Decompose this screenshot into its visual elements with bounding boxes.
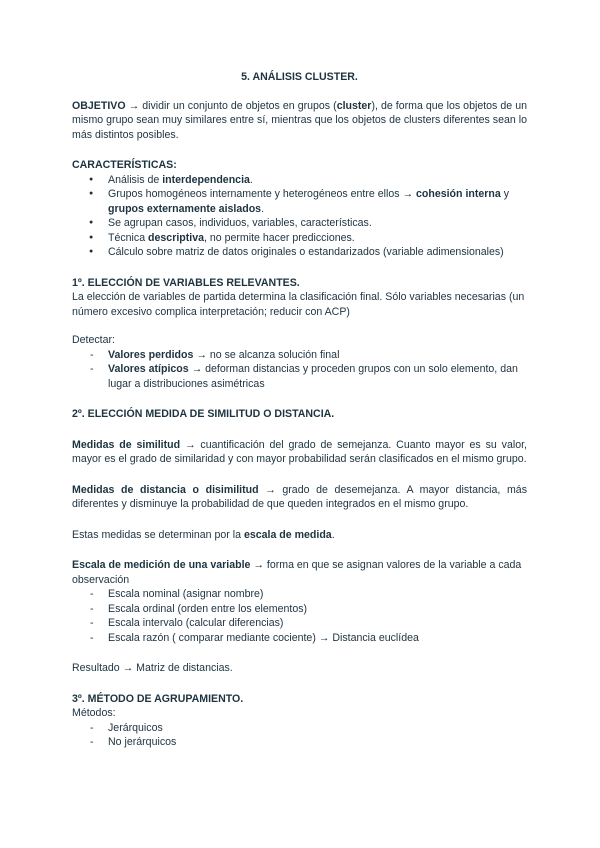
detectar-list — [72, 348, 527, 392]
section-2-heading: 2º. ELECCIÓN MEDIDA DE SIMILITUD O DISTANCIA. — [72, 408, 335, 420]
list-item: - Escala ordinal (orden entre los elementos) — [72, 602, 527, 617]
section-1-paragraph: La elección de variables de partida determina la clasificación final. Sólo variables necesarias (un número excesivo complica interpretación; reducir con ACP) — [72, 291, 525, 318]
list-item: - Valores perdidos → no se alcanza solución final — [72, 348, 527, 363]
list-item: ● Análisis de interdependencia. — [72, 173, 527, 188]
similitud-paragraph: Medidas de similitud → cuantificación del grado de semejanza. Cuanto mayor es su valor, mayor es el grado de similaridad y con mayor probabilidad serán clasificados en el mismo grupo. — [72, 438, 527, 465]
list-item: ● Grupos homogéneos internamente y heterogéneos entre ellos → cohesión interna y grupos externamente aislados. — [72, 187, 527, 216]
list-item: - Escala nominal (asignar nombre) — [72, 587, 527, 602]
list-item: - Valores atípicos → deforman distancias y proceden grupos con un solo elemento, dan lugar a distribuciones asimétricas — [72, 362, 527, 391]
list-item: - Jerárquicos — [72, 721, 527, 736]
detectar-label: Detectar: — [72, 334, 115, 346]
document-page — [72, 70, 527, 750]
list-item: ● Cálculo sobre matriz de datos originales o estandarizados (variable adimensionales) — [72, 245, 527, 260]
objetivo-label: OBJETIVO — [72, 99, 126, 112]
escala-medida-paragraph: Estas medidas se determinan por la escala de medida. — [72, 528, 335, 541]
escala-medicion-paragraph: Escala de medición de una variable → forma en que se asignan valores de la variable a cada observación — [72, 559, 522, 586]
list-item: - Escala intervalo (calcular diferencias) — [72, 616, 527, 631]
objetivo-paragraph: OBJETIVO → dividir un conjunto de objetos en grupos (cluster), de forma que los objetos de un mismo grupo sean muy similares entre sí, mientras que los objetos de clusters diferentes sean lo más distintos posibles. — [72, 99, 527, 141]
list-item: ● Técnica descriptiva, no permite hacer predicciones. — [72, 231, 527, 246]
document-title: 5. ANÁLISIS CLUSTER. — [241, 71, 358, 83]
list-item: ● Se agrupan casos, individuos, variables, características. — [72, 216, 527, 231]
section-1-heading: 1º. ELECCIÓN DE VARIABLES RELEVANTES. — [72, 276, 300, 289]
metodos-list — [72, 721, 527, 750]
caracteristicas-heading: CARACTERÍSTICAS: — [72, 159, 177, 171]
resultado-paragraph: Resultado → Matriz de distancias. — [72, 662, 233, 674]
list-item: - No jerárquicos — [72, 735, 527, 750]
list-item: - Escala razón ( comparar mediante cociente) → Distancia euclídea — [72, 631, 527, 646]
caracteristicas-list — [72, 173, 527, 260]
escalas-list — [72, 587, 527, 645]
section-3-heading: 3º. MÉTODO DE AGRUPAMIENTO. — [72, 692, 244, 705]
distancia-paragraph: Medidas de distancia o disimilitud → grado de desemejanza. A mayor distancia, más diferentes y disminuye la probabilidad de que queden integrados en el mismo grupo. — [72, 483, 527, 510]
metodos-label: Métodos: — [72, 707, 116, 719]
